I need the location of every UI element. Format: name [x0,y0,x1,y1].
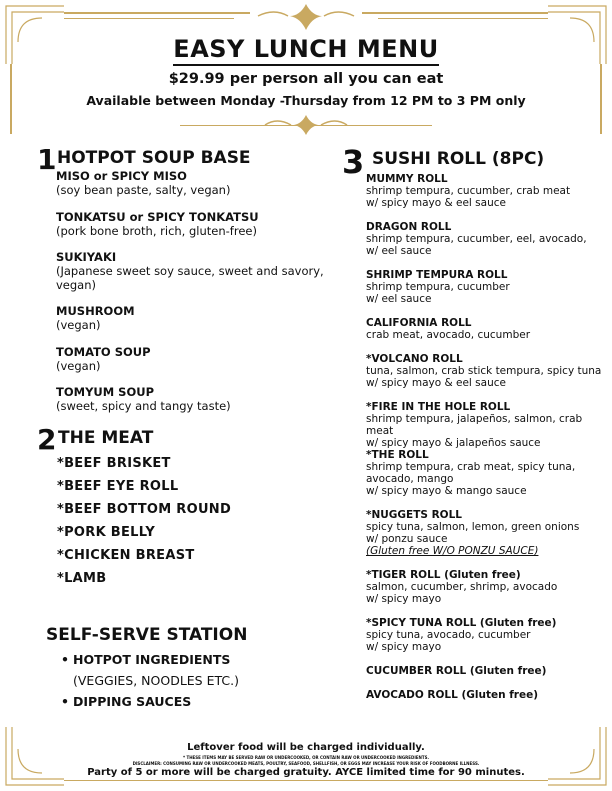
soup-item: MISO or SPICY MISO (soy bean paste, salty, vegan) [56,169,231,197]
sushi-heading: SUSHI ROLL (8PC) [372,149,545,169]
hotpot-heading: HOTPOT SOUP BASE [57,148,251,168]
roll-item: SHRIMP TEMPURA ROLL shrimp tempura, cucumber w/ eel sauce [366,269,510,305]
self-serve-item: • HOTPOT INGREDIENTS [61,652,231,667]
roll-item: *SPICY TUNA ROLL (Gluten free) spicy tuna, avocado, cucumber w/ spicy mayo [366,617,557,653]
self-serve-item: • DIPPING SAUCES [61,694,192,709]
price-line: $29.99 per person all you can eat [168,71,444,87]
roll-item: CUCUMBER ROLL (Gluten free) [366,665,547,677]
roll-item: MUMMY ROLL shrimp tempura, cucumber, crab meat w/ spicy mayo & eel sauce [366,173,571,209]
meat-item: *BEEF BRISKET [57,456,171,471]
roll-item: *THE ROLL shrimp tempura, crab meat, spicy tuna, avocado, mango w/ spicy mayo & mango sauce [366,449,576,497]
roll-item: *FIRE IN THE HOLE ROLL shrimp tempura, jalapeños, salmon, crab meat w/ spicy mayo & jalapeños sauce [366,401,583,449]
roll-item: DRAGON ROLL shrimp tempura, cucumber, eel, avocado, w/ eel sauce [366,221,587,257]
frame-top-right-line [362,12,548,14]
bullet-icon: • [61,694,69,709]
gratuity-notice: Party of 5 or more will be charged gratuity. AYCE limited time for 90 minutes. [87,767,525,778]
availability-line: Available between Monday -Thursday from 12 PM to 3 PM only [86,93,526,108]
meat-item: *LAMB [57,571,107,586]
frame-top-left-line [64,12,250,14]
menu-title: EASY LUNCH MENU [0,35,612,63]
meat-item: *PORK BELLY [57,525,156,540]
foodborne-disclaimer: DISCLAIMER: CONSUMING RAW OR UNDERCOOKED MEATS, POULTRY, SEAFOOD, SHELLFISH, OR EGGS MAY INCREASE YOUR RISK OF FOODBORNE ILLNESS. [132,761,480,766]
soup-item: TONKATSU or SPICY TONKATSU (pork bone broth, rich, gluten-free) [56,210,259,238]
frame-bottom-left-line [64,780,548,781]
meat-item: *BEEF EYE ROLL [57,479,179,494]
meat-heading: THE MEAT [58,428,154,448]
raw-items-note: * THESE ITEMS MAY BE SERVED RAW OR UNDERCOOKED, OR CONTAIN RAW OR UNDERCOOKED INGREDIENTS. [182,755,430,760]
soup-item: TOMATO SOUP (vegan) [56,345,151,373]
roll-item: *TIGER ROLL (Gluten free) salmon, cucumber, shrimp, avocado w/ spicy mayo [366,569,558,605]
soup-item: TOMYUM SOUP (sweet, spicy and tangy taste) [56,385,231,413]
frame-top-inner-left [64,18,234,19]
leftover-notice: Leftover food will be charged individually. [187,742,425,753]
soup-item: MUSHROOM (vegan) [56,304,135,332]
section-number-3: 3 [342,143,365,181]
self-serve-heading: SELF-SERVE STATION [46,625,248,645]
meat-item: *BEEF BOTTOM ROUND [57,502,232,517]
section-number-1: 1 [37,143,57,176]
gluten-free-note: (Gluten free W/O PONZU SAUCE) [366,545,539,557]
meat-item: *CHICKEN BREAST [57,548,195,563]
section-number-2: 2 [37,423,57,456]
roll-item: CALIFORNIA ROLL crab meat, avocado, cucumber [366,317,531,341]
self-serve-item-note: (VEGGIES, NOODLES ETC.) [73,673,239,688]
roll-item: AVOCADO ROLL (Gluten free) [366,689,539,701]
roll-item: *VOLCANO ROLL tuna, salmon, crab stick tempura, spicy tuna w/ spicy mayo & eel sauce [366,353,602,389]
roll-item: *NUGGETS ROLL spicy tuna, salmon, lemon, green onions w/ ponzu sauce (Gluten free W/O PONZU SAUCE) [366,509,606,557]
bullet-icon: • [61,652,69,667]
frame-top-inner-right [378,18,548,19]
middle-flourish [263,113,349,137]
top-flourish [256,2,356,32]
soup-item: SUKIYAKI (Japanese sweet soy sauce, sweet and savory, vegan) [56,250,324,292]
